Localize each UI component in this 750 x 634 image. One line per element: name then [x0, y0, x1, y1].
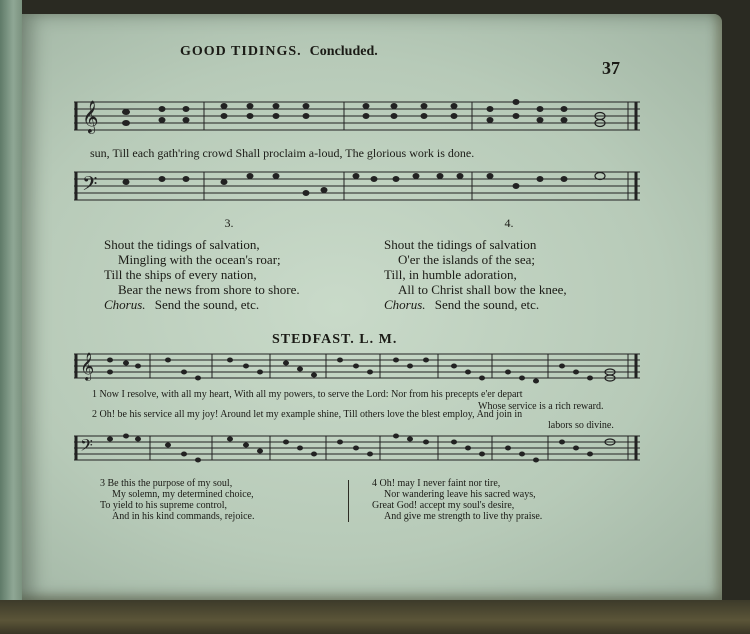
song2-lyric-line-1: 1 Now I resolve, with all my heart, With all my powers, to serve the Lord: Nor from his precepts e'er depart	[92, 389, 523, 400]
treble-clef-icon: 𝄞	[82, 102, 99, 133]
song2-verse-4	[372, 478, 542, 522]
song1-bass-staff	[74, 164, 640, 208]
verse-line: And give me strength to live thy praise.	[384, 511, 543, 522]
bass-clef-icon: 𝄢	[80, 437, 93, 459]
verse-line: My solemn, my determined choice,	[112, 489, 254, 500]
treble-staff-svg	[74, 94, 640, 138]
verse-line: Shout the tidings of salvation,	[104, 237, 260, 252]
bass-clef-icon: 𝄢	[82, 174, 98, 200]
song2-verse-3	[100, 478, 254, 522]
book-edge-bottom	[0, 600, 750, 634]
song1-treble-staff	[74, 94, 640, 138]
verse-chorus	[104, 297, 354, 312]
chorus-label: Chorus.	[104, 297, 146, 312]
verse-line: Shout the tidings of salvation	[384, 237, 537, 252]
song2-title: STEDFAST. L. M.	[272, 332, 398, 347]
verse-line: Great God! accept my soul's desire,	[372, 500, 515, 511]
verse-divider	[348, 480, 349, 522]
verse-line: And in his kind commands, rejoice.	[112, 511, 255, 522]
song1-verse-4	[384, 216, 634, 312]
song1-lyric-line: sun, Till each gath'ring crowd Shall proclaim a-loud, The glorious work is done.	[90, 146, 475, 160]
verse-number: 4.	[504, 216, 514, 230]
bass-staff-svg	[74, 430, 640, 470]
verse-line: O'er the islands of the sea;	[398, 252, 535, 267]
verse-line: Till the ships of every nation,	[104, 267, 257, 282]
treble-clef-icon: 𝄞	[80, 354, 95, 380]
song2-lyric-line-2: 2 Oh! be his service all my joy! Around let my example shine, Till others love the blest employ, And join in	[92, 409, 523, 420]
song2-bass-staff	[74, 430, 640, 470]
song1-verse-3	[104, 216, 354, 312]
chorus-text: Send the sound, etc.	[154, 297, 260, 312]
page-number: 37	[602, 58, 620, 78]
page-title: GOOD TIDINGS.	[180, 44, 302, 59]
verse-number: 3.	[224, 216, 234, 230]
song2-lyric-line-2-continued: labors so divine.	[548, 420, 614, 431]
verse-line: Till, in humble adoration,	[384, 267, 517, 282]
page-header	[180, 44, 630, 60]
verse-line: Bear the news from shore to shore.	[118, 282, 300, 297]
song2-lyric-line-1-continued: Whose service is a rich reward.	[478, 401, 604, 412]
song2-treble-staff	[74, 348, 640, 388]
verse-line: All to Christ shall bow the knee,	[398, 282, 567, 297]
verse-line: Mingling with the ocean's roar;	[118, 252, 281, 267]
verse-line: 4 Oh! may I never faint nor tire,	[372, 478, 501, 489]
verse-line: To yield to his supreme control,	[100, 500, 228, 511]
treble-staff-svg	[74, 348, 640, 388]
left-page-edge	[0, 0, 22, 600]
verse-line: Nor wandering leave his sacred ways,	[384, 489, 536, 500]
bass-staff-svg	[74, 164, 640, 208]
chorus-label: Chorus.	[384, 297, 426, 312]
chorus-text: Send the sound, etc.	[434, 297, 540, 312]
page-subtitle: Concluded.	[309, 44, 378, 59]
verse-line: 3 Be this the purpose of my soul,	[100, 478, 233, 489]
verse-chorus	[384, 297, 634, 312]
